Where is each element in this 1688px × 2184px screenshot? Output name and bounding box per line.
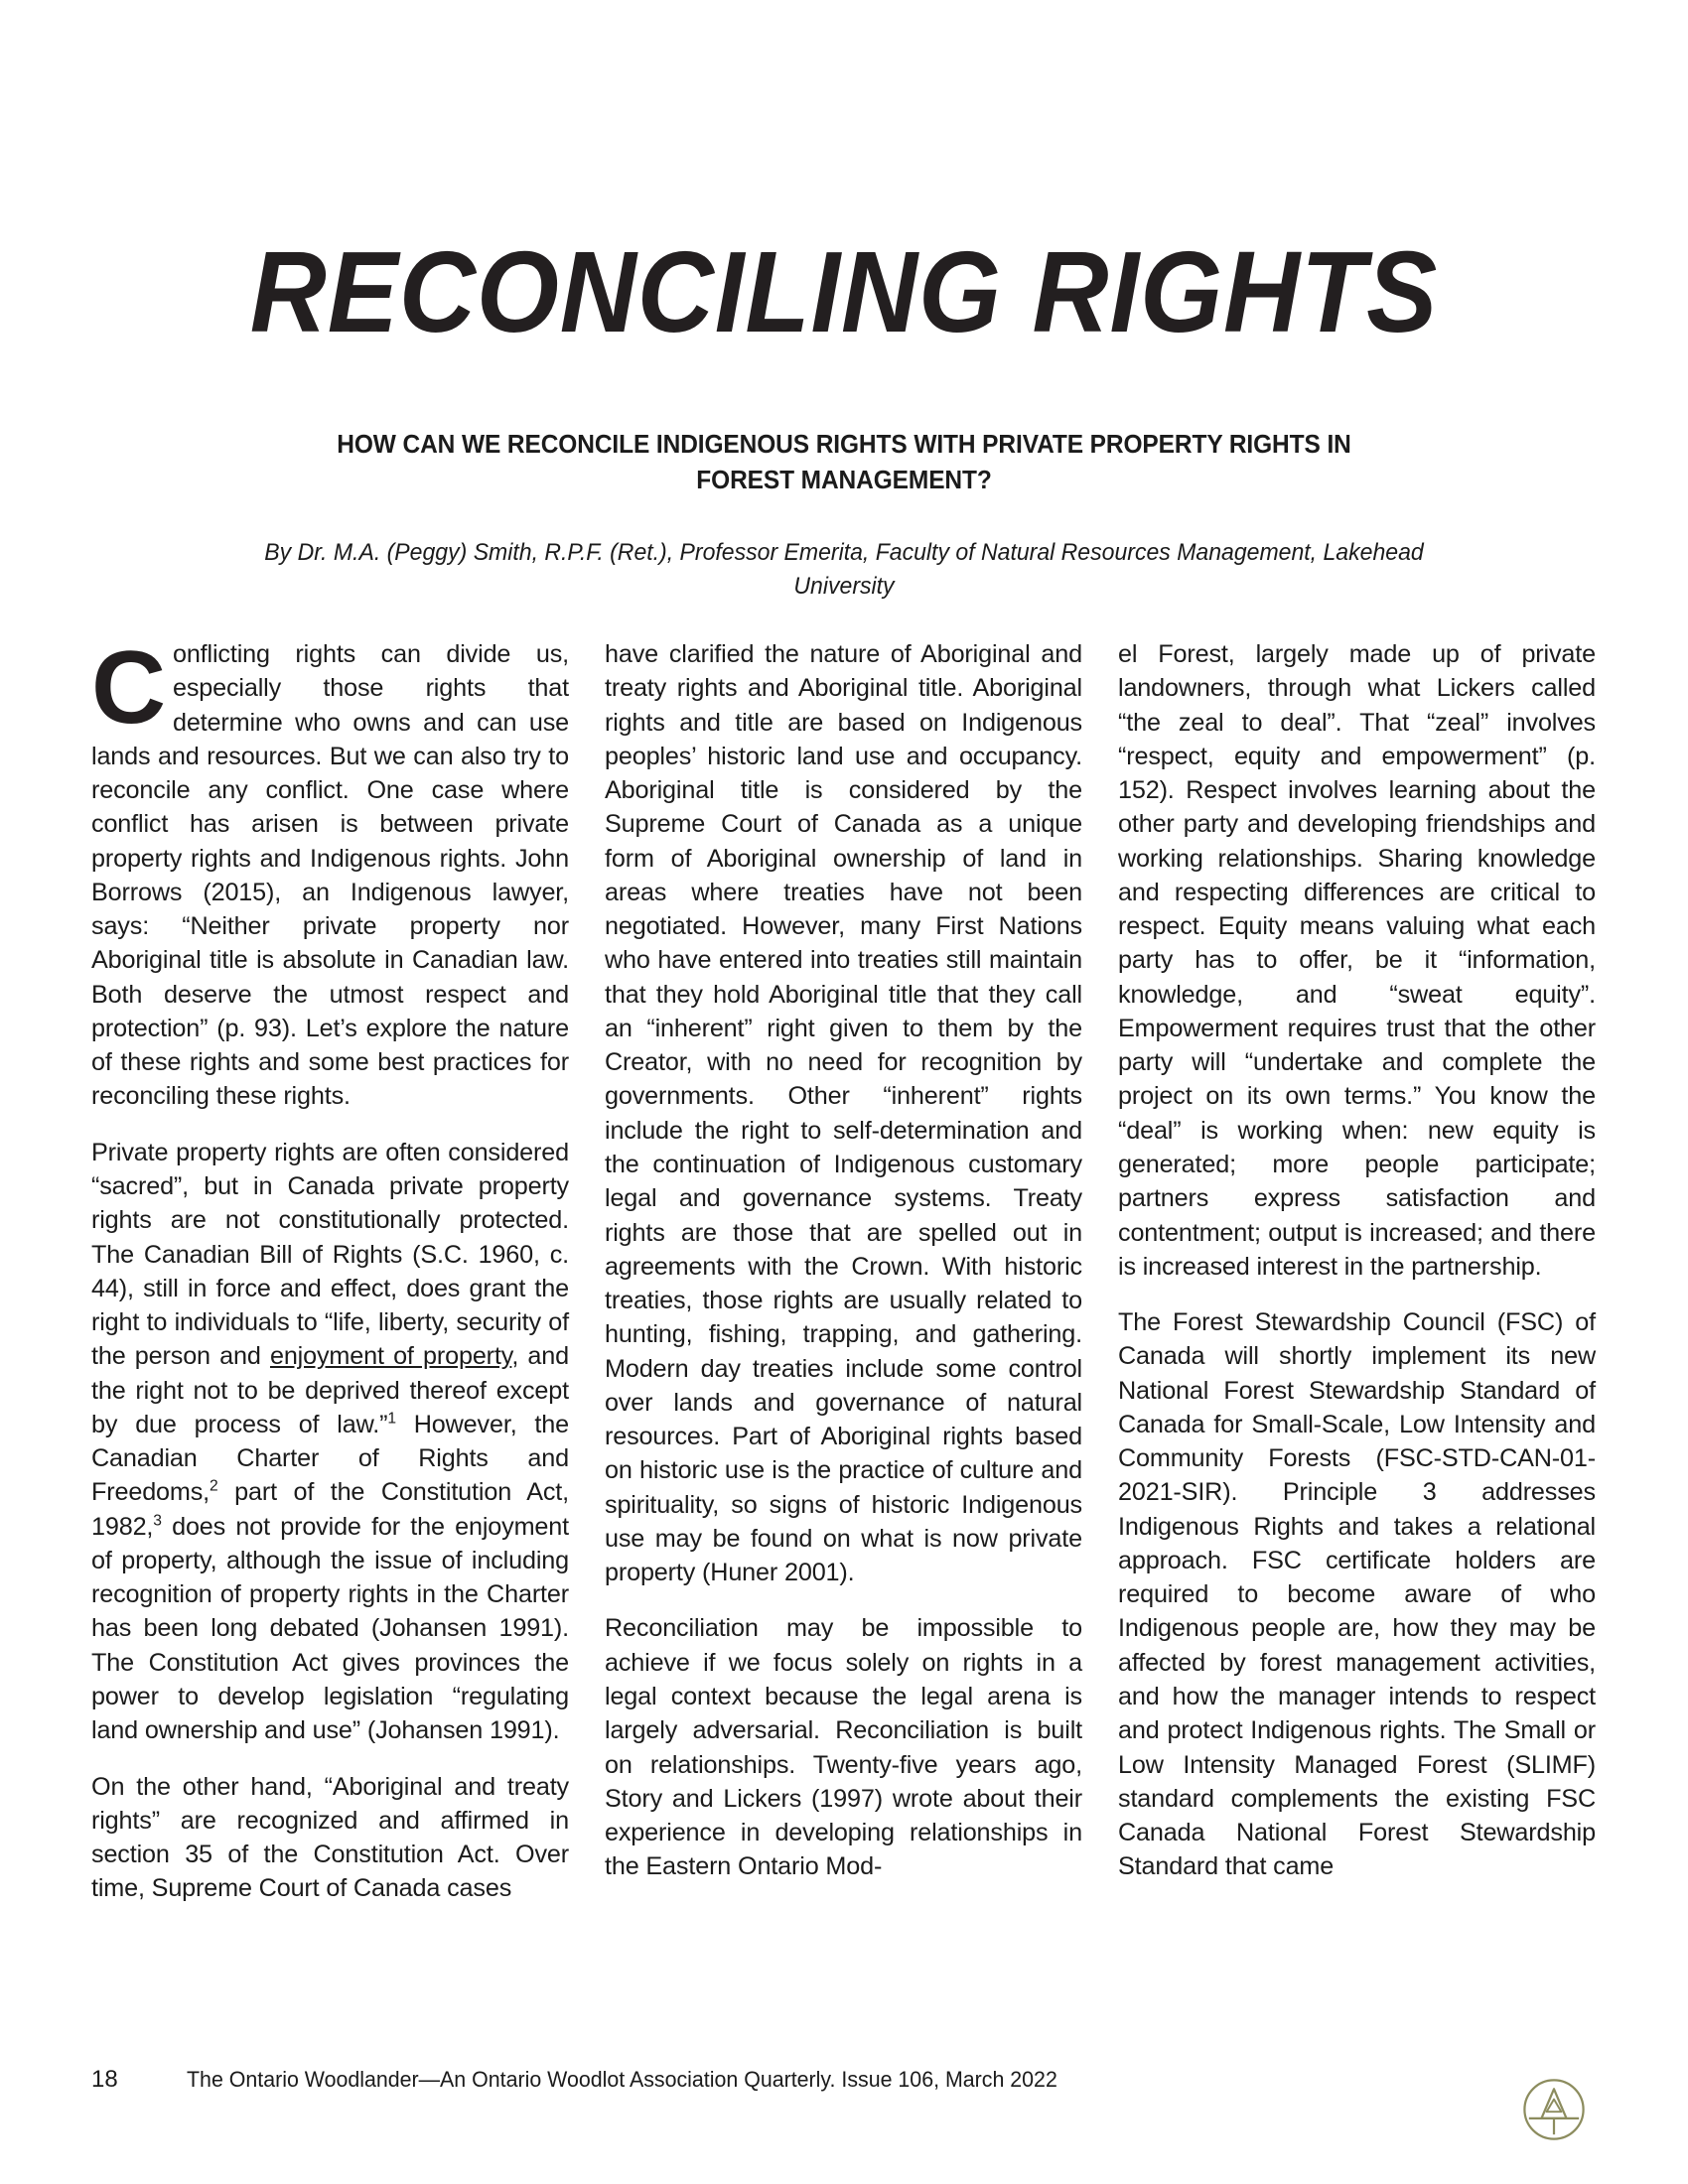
paragraph-text: does not provide for the enjoyment of property, although the issue of including recognition of property rights in the Charter has been long debated (Johansen 1991). The Constitution Act gives provinces the power to develop legislation “regulating land ownership and use” (Johansen 1991).: [91, 1512, 569, 1745]
footnote-marker-1: 1: [387, 1410, 396, 1428]
paragraph-text: However, the Canadian Charter of Rights and Freedoms,: [91, 1410, 569, 1507]
page-title: RECONCILING RIGHTS: [249, 227, 1439, 356]
article-body-columns: [91, 630, 1597, 1997]
page-number: 18: [91, 2066, 118, 2093]
text-column-1: [91, 630, 570, 1997]
text-column-3: [1118, 637, 1596, 1997]
paragraph: have clarified the nature of Aboriginal and treaty rights and Aboriginal title. Aboriginal rights and title are based on Indigenous peoples’ historic land use and occupancy. Aboriginal title is considered by the Supreme Court of Canada as a unique form of Aboriginal ownership of land in areas where treaties have not been negotiated. However, many First Nations who have entered into treaties still maintain that they hold Aboriginal title that they call an “inherent” right given to them by the Creator, with no need for recognition by governments. Other “inherent” rights include the right to self-determination and the continuation of Indigenous customary legal and governance systems. Treaty rights are those that are spelled out in agreements with the Crown. With historic treaties, those rights are usually related to hunting, fishing, trapping, and gathering. Modern day treaties include some control over lands and governance of natural resources. Part of Aboriginal rights based on historic use is the practice of culture and spirituality, so signs of historic Indigenous use may be found on what is now private property (Huner 2001).: [605, 640, 1082, 1587]
footnote-marker-2: 2: [210, 1477, 218, 1495]
paragraph-text: part of the Constitution Act, 1982,: [91, 1478, 569, 1541]
footnote-marker-3: 3: [153, 1512, 162, 1530]
paragraph: The Forest Stewardship Council (FSC) of Canada will shortly implement its new National Forest Stewardship Standard of Canada for Small-Scale, Low Intensity and Community Forests (FSC-STD-CAN-01-2021-SIR). Principle 3 addresses Indigenous Rights and takes a relational approach. FSC certificate holders are required to become aware of who Indigenous people are, how they may be affected by forest management activities, and how the manager intends to respect and protect Indigenous rights. The Small or Low Intensity Managed Forest (SLIMF) standard complements the existing FSC Canada National Forest Stewardship Standard that came: [1118, 1308, 1596, 1881]
article-byline: By Dr. M.A. (Peggy) Smith, R.P.F. (Ret.), Professor Emerita, Faculty of Natural Resources Management, Lakehead University: [264, 539, 1424, 601]
paragraph-text: , and the right not to be deprived thereof except by due process of law.”: [91, 1342, 570, 1438]
underlined-phrase: enjoyment of property: [269, 1342, 512, 1371]
page-footer: [91, 2060, 1511, 2100]
woodlot-association-logo: [1517, 2073, 1591, 2146]
paragraph: el Forest, largely made up of private landowners, through what Lickers called “the zeal to deal”. That “zeal” involves “respect, equity and empowerment” (p. 152). Respect involves learning about the other party and developing friendships and working relationships. Sharing knowledge and respecting differences are critical to respect. Equity means valuing what each party has to offer, be it “information, knowledge, and “sweat equity”. Empowerment requires trust that the other party will “undertake and complete the project on its own terms.” You know the “deal” is working when: new equity is generated; more people participate; partners express satisfaction and contentment; output is increased; and there is increased interest in the partnership.: [1118, 640, 1596, 1281]
paragraph: Conflicting rights can divide us, especially those rights that determine who owns and can use lands and resources. But we can also try to reconcile any conflict. One case where conflict has arisen is between private property rights and Indigenous rights. John Borrows (2015), an Indigenous lawyer, says: “Neither private property nor Aboriginal title is absolute in Canadian law. Both deserve the utmost respect and protection” (p. 93). Let’s explore the nature of these rights and some best practices for reconciling these rights.: [91, 630, 569, 1111]
paragraph: Reconciliation may be impossible to achieve if we focus solely on rights in a legal context because the legal arena is largely adversarial. Reconciliation is built on relationships. Twenty-five years ago, Story and Lickers (1997) wrote about their experience in developing relationships in the Eastern Ontario Mod-: [605, 1614, 1082, 1881]
masthead: [0, 227, 1688, 356]
text-column-2: [605, 637, 1082, 1997]
article-subhead: HOW CAN WE RECONCILE INDIGENOUS RIGHTS WITH PRIVATE PROPERTY RIGHTS IN FOREST MANAGEMENT?: [337, 431, 1351, 495]
paragraph: On the other hand, “Aboriginal and treaty rights” are recognized and affirmed in section 35 of the Constitution Act. Over time, Supreme Court of Canada cases: [91, 1772, 569, 1903]
paragraph-text: Private property rights are often considered “sacred”, but in Canada private property rights are not constitutionally protected. The Canadian Bill of Rights (S.C. 1960, c. 44), still in force and effect, does grant the right to individuals to “life, liberty, security of the person and: [91, 1138, 569, 1371]
paragraph: [91, 1136, 569, 1748]
publication-credit: The Ontario Woodlander—An Ontario Woodlot Association Quarterly. Issue 106, March 2022: [187, 2067, 1057, 2092]
